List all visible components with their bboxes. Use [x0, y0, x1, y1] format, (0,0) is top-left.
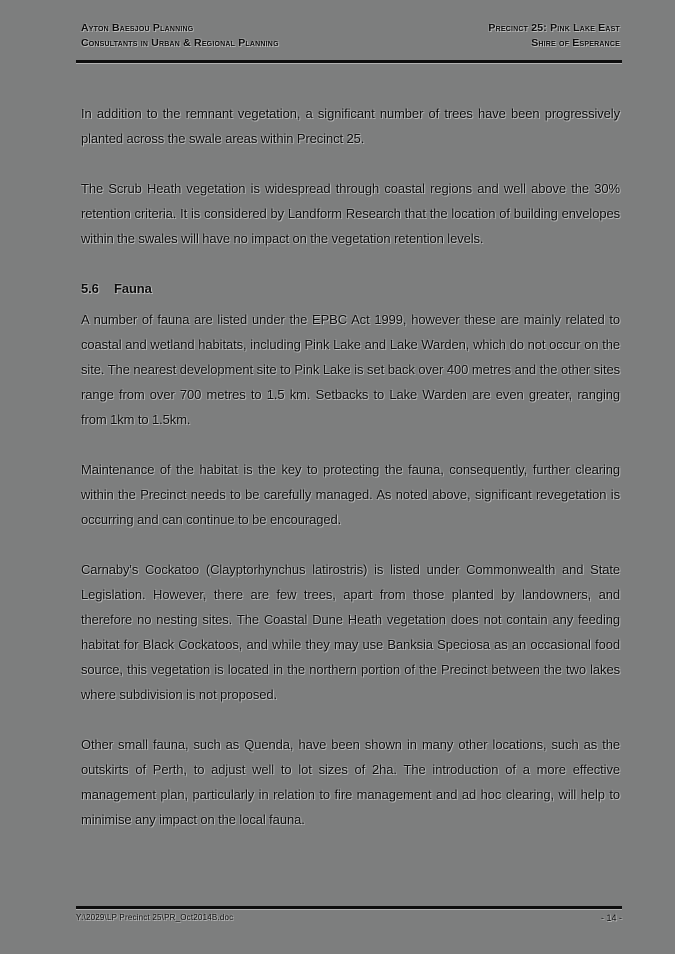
paragraph: The Scrub Heath vegetation is widespread through coastal regions and well above the 30% retention criteria. It is considered by Landform Research that the location of building envelopes within the swales will have no impact on the vegetation retention levels.	[81, 181, 620, 246]
header-project-block	[488, 21, 620, 51]
paragraph: A number of fauna are listed under the EPBC Act 1999, however these are mainly related to coastal and wetland habitats, including Pink Lake and Lake Warden, which do not occur on the site. The nearest development site to Pink Lake is set back over 400 metres and the other sites range from over 700 metres to 1.5 km. Setbacks to Lake Warden are even greater, ranging from 1km to 1.5km.	[81, 312, 620, 427]
section-heading	[81, 276, 620, 301]
header-company-block	[81, 21, 279, 51]
section-title: Fauna	[114, 281, 152, 296]
paragraph: In addition to the remnant vegetation, a significant number of trees have been progressively planted across the swale areas within Precinct 25.	[81, 106, 620, 146]
footer-file-path: Y:\2029\LP Precinct 25\PR_Oct2014B.doc	[76, 913, 234, 922]
paragraph: Carnaby's Cockatoo (Clayptorhynchus latirostris) is listed under Commonwealth and State Legislation. However, there are few trees, apart from those planted by landowners, and therefore no nesting sites. The Coastal Dune Heath vegetation does not contain any feeding habitat for Black Cockatoos, and while they may use Banksia Speciosa as an occasional food source, this vegetation is located in the northern portion of the Precinct between the two lakes where subdivision is not proposed.	[81, 562, 620, 702]
document-body	[81, 101, 620, 832]
footer-rule	[76, 906, 622, 909]
page-header	[81, 21, 620, 51]
footer-page-number: - 14 -	[600, 913, 622, 923]
project-locality: Shire of Esperance	[531, 37, 620, 49]
header-rule	[76, 60, 622, 63]
section-number: 5.6	[81, 281, 99, 296]
paragraph: Other small fauna, such as Quenda, have been shown in many other locations, such as the outskirts of Perth, to adjust well to lot sizes of 2ha. The introduction of a more effective management plan, particularly in relation to fire management and ad hoc clearing, will help to minimise any impact on the local fauna.	[81, 737, 620, 827]
company-name: Ayton Baesjou Planning	[81, 22, 194, 34]
company-tagline: Consultants in Urban & Regional Planning	[81, 37, 279, 49]
page-footer	[76, 913, 622, 923]
project-title: Precinct 25: Pink Lake East	[488, 22, 620, 34]
paragraph: Maintenance of the habitat is the key to protecting the fauna, consequently, further clearing within the Precinct needs to be carefully managed. As noted above, significant revegetation is occurring and can continue to be encouraged.	[81, 462, 620, 527]
